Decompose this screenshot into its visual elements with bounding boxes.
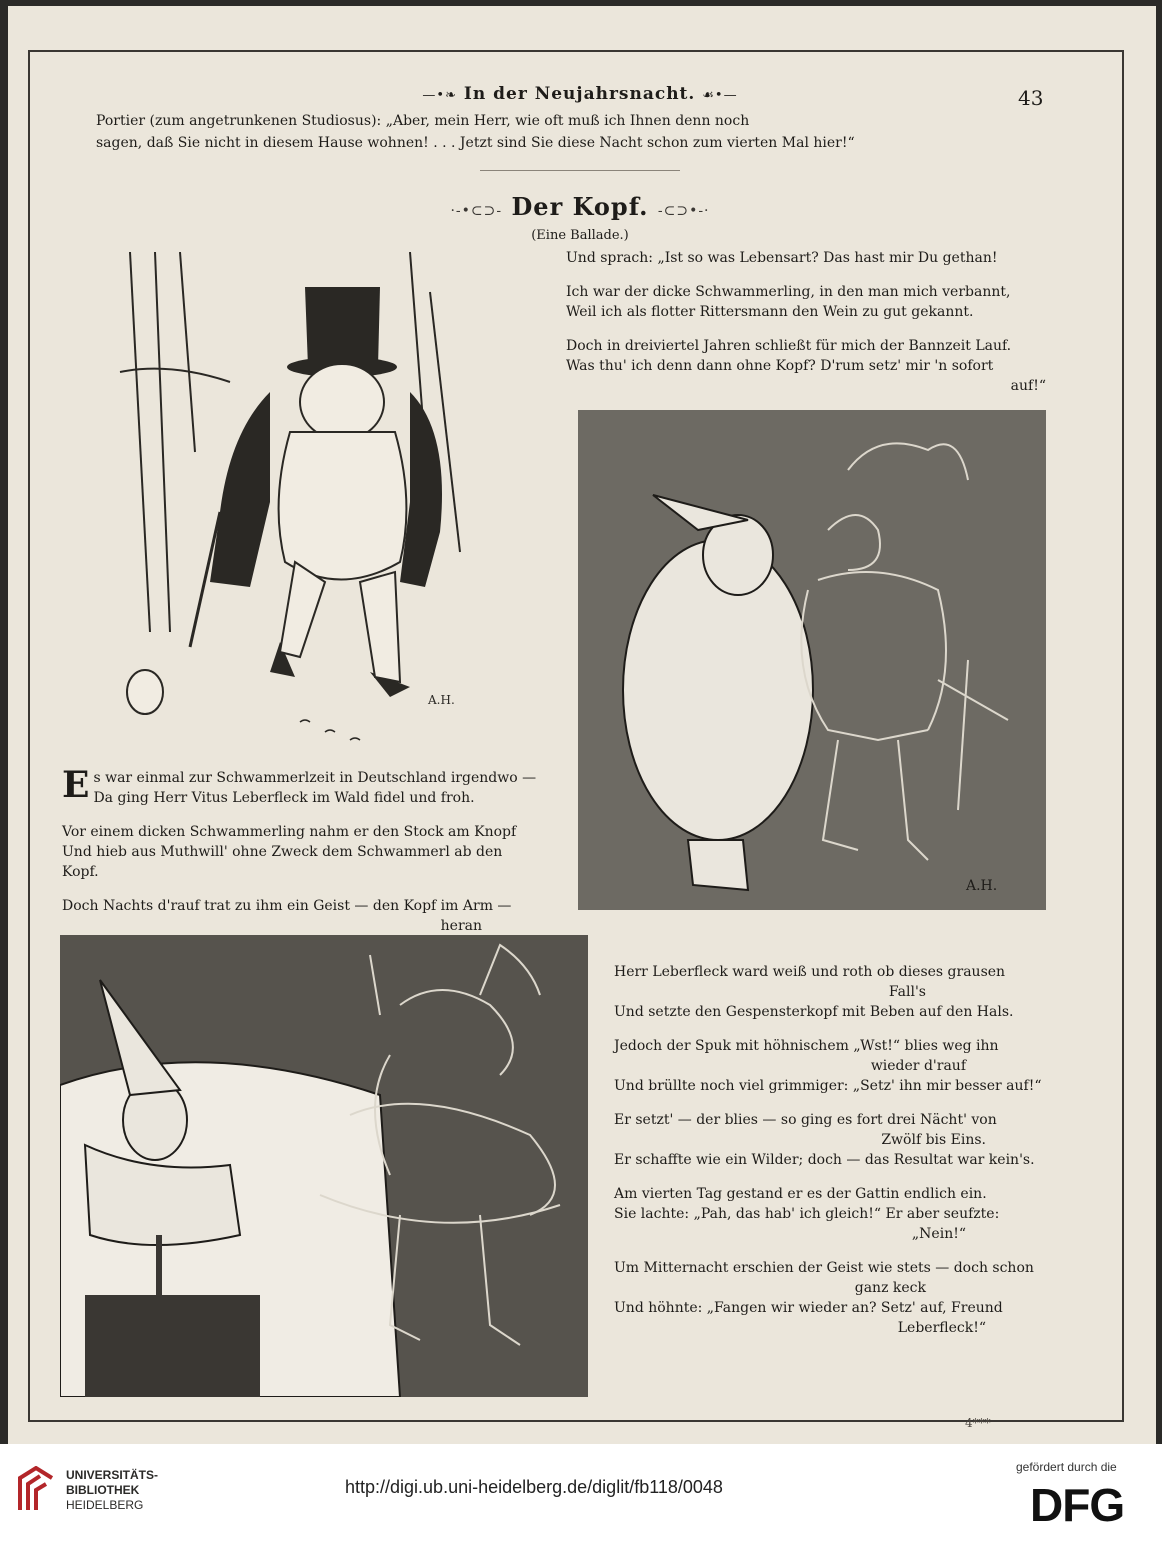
verse-line: Er schaffte wie ein Wilder; doch — das Resultat war kein's. bbox=[614, 1152, 1035, 1168]
library-name-line: BIBLIOTHEK bbox=[66, 1483, 140, 1497]
drop-cap: E bbox=[62, 764, 90, 806]
poem-title bbox=[380, 192, 780, 221]
verses-right-top bbox=[566, 248, 1046, 410]
illustration-ghost-knight bbox=[578, 410, 1046, 910]
illustration-gentleman-forest bbox=[110, 252, 540, 757]
signature-mark: 4*** bbox=[965, 1416, 991, 1430]
poem-title-text: Der Kopf. bbox=[511, 192, 649, 221]
stanza bbox=[614, 1184, 1046, 1244]
intro-line: sagen, daß Sie nicht in diesem Hause wohnen! . . . Jetzt sind Sie diese Nacht schon zum vierten Mal hier!“ bbox=[96, 135, 855, 151]
verse-continuation: wieder d'rauf bbox=[870, 1058, 966, 1074]
verse-continuation: Fall's bbox=[888, 984, 926, 1000]
poem-subtitle: (Eine Ballade.) bbox=[531, 228, 629, 243]
funded-by-label: gefördert durch die bbox=[1016, 1460, 1117, 1474]
verse-continuation: heran bbox=[440, 918, 482, 934]
verses-right-bottom bbox=[614, 962, 1046, 1352]
verse-continuation: „Nein!“ bbox=[911, 1226, 966, 1242]
library-name bbox=[66, 1468, 158, 1513]
stanza bbox=[566, 336, 1046, 396]
verse-line: s war einmal zur Schwammerlzeit in Deutschland irgendwo — bbox=[93, 770, 537, 786]
verse-line: Um Mitternacht erschien der Geist wie stets — doch schon bbox=[614, 1260, 1034, 1276]
ornament: -⊂⊃•-· bbox=[657, 203, 710, 219]
verse-line: Doch Nachts d'rauf trat zu ihm ein Geist — den Kopf im Arm — bbox=[62, 898, 512, 914]
verse-line: Jedoch der Spuk mit höhnischem „Wst!“ blies weg ihn bbox=[614, 1038, 999, 1054]
library-name-line: HEIDELBERG bbox=[66, 1498, 144, 1512]
stanza bbox=[62, 822, 542, 882]
running-head-title: In der Neujahrsnacht. bbox=[463, 84, 696, 104]
digitization-footer bbox=[0, 1444, 1162, 1541]
verse-line: Weil ich als flotter Rittersmann den Wein zu gut gekannt. bbox=[566, 304, 974, 320]
stanza bbox=[614, 1036, 1046, 1096]
verse-line: Sie lachte: „Pah, das hab' ich gleich!“ Er aber seufzte: bbox=[614, 1206, 1000, 1222]
verse-line: Und brüllte noch viel grimmiger: „Setz' ihn mir besser auf!“ bbox=[614, 1078, 1042, 1094]
verse-line: Herr Leberfleck ward weiß und roth ob dieses grausen bbox=[614, 964, 1006, 980]
library-name-line: UNIVERSITÄTS- bbox=[66, 1468, 159, 1482]
stanza bbox=[614, 1110, 1046, 1170]
ornament: ☙•— bbox=[702, 88, 738, 103]
ornament: ·-•⊂⊃- bbox=[450, 203, 503, 219]
verse-line: Was thu' ich denn dann ohne Kopf? D'rum setz' mir 'n sofort bbox=[566, 358, 994, 374]
verse-line: Und setzte den Gespensterkopf mit Beben auf den Hals. bbox=[614, 1004, 1014, 1020]
verse-line: Ich war der dicke Schwammerling, in den man mich verbannt, bbox=[566, 284, 1011, 300]
stanza bbox=[566, 282, 1046, 322]
stanza bbox=[566, 248, 1046, 268]
verse-line: Er setzt' — der blies — so ging es fort drei Nächt' von bbox=[614, 1112, 997, 1128]
artist-signature: A.H. bbox=[966, 878, 998, 894]
verse-continuation: ganz keck bbox=[854, 1280, 926, 1296]
stanza bbox=[62, 896, 542, 936]
verse-line: Da ging Herr Vitus Leberfleck im Wald fidel und froh. bbox=[93, 790, 475, 806]
dfg-logo: DFG bbox=[1030, 1479, 1125, 1531]
page-number: 43 bbox=[1018, 86, 1044, 110]
artist-signature: A.H. bbox=[428, 693, 455, 707]
verse-line: Und hieb aus Muthwill' ohne Zweck dem Schwammerl ab den Kopf. bbox=[62, 844, 503, 880]
university-library-logo-icon bbox=[14, 1466, 58, 1516]
ornament: —•❧ bbox=[422, 88, 457, 103]
verse-continuation: Zwölf bis Eins. bbox=[881, 1132, 986, 1148]
section-divider bbox=[480, 170, 680, 171]
verse-continuation: auf!“ bbox=[1010, 378, 1046, 394]
intro-dialogue bbox=[96, 110, 956, 154]
stanza bbox=[614, 962, 1046, 1022]
verses-left-mid bbox=[62, 764, 542, 950]
illustration-bedroom-ghost bbox=[60, 935, 588, 1397]
stanza bbox=[614, 1258, 1046, 1338]
permalink-url[interactable]: http://digi.ub.uni-heidelberg.de/diglit/fb118/0048 bbox=[345, 1477, 723, 1497]
verse-line: Vor einem dicken Schwammerling nahm er den Stock am Knopf bbox=[62, 824, 517, 840]
stanza bbox=[62, 764, 542, 808]
running-head bbox=[380, 84, 780, 104]
verse-line: Und höhnte: „Fangen wir wieder an? Setz' auf, Freund bbox=[614, 1300, 1003, 1316]
intro-line: Portier (zum angetrunkenen Studiosus): „Aber, mein Herr, wie oft muß ich Ihnen denn noch bbox=[96, 113, 750, 129]
verse-line: Doch in dreiviertel Jahren schließt für mich der Bannzeit Lauf. bbox=[566, 338, 1012, 354]
verse-line: Und sprach: „Ist so was Lebensart? Das hast mir Du gethan! bbox=[566, 250, 998, 266]
verse-continuation: Leberfleck!“ bbox=[897, 1320, 986, 1336]
verse-line: Am vierten Tag gestand er es der Gattin endlich ein. bbox=[614, 1186, 987, 1202]
